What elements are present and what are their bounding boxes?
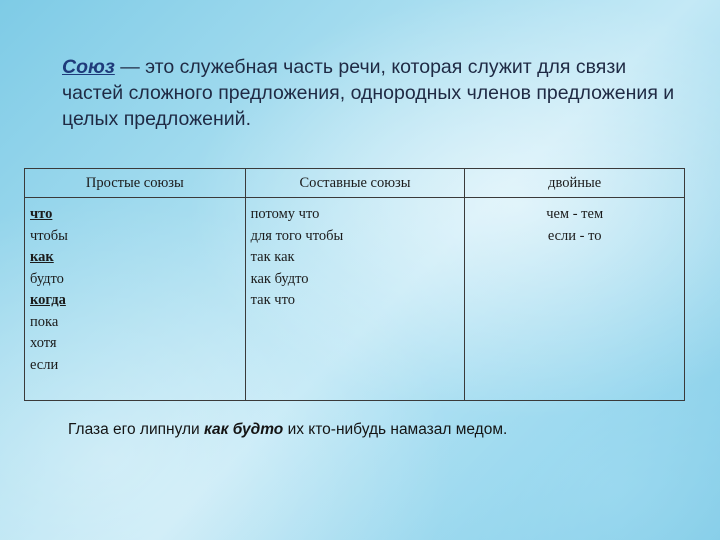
compound-conjunction: для того чтобы	[250, 227, 344, 244]
compound-conjunction: как будто	[250, 270, 309, 287]
table-header-row	[25, 169, 685, 198]
example-after: их кто-нибудь намазал медом.	[283, 421, 508, 438]
double-conjunctions-cell	[465, 198, 685, 401]
double-conjunction: чем - тем	[546, 206, 604, 222]
simple-conjunction: что	[30, 206, 53, 222]
example-sentence	[68, 421, 507, 439]
simple-conjunction: хотя	[30, 335, 57, 351]
definition-paragraph	[62, 54, 692, 132]
example-highlight: как будто	[203, 421, 284, 438]
simple-conjunction: когда	[30, 292, 66, 308]
header-double: двойные	[465, 169, 685, 198]
compound-conjunction: потому что	[250, 206, 320, 222]
conjunctions-table	[24, 168, 685, 401]
header-compound: Составные союзы	[245, 169, 465, 198]
simple-conjunction: будто	[30, 270, 64, 287]
simple-conjunction: пока	[30, 313, 59, 330]
definition-term: Союз	[62, 56, 115, 78]
simple-conjunction: если	[30, 356, 59, 373]
example-before: Глаза его липнули	[68, 421, 204, 438]
compound-conjunction: так как	[250, 249, 295, 265]
compound-conjunctions-cell	[245, 198, 465, 401]
double-conjunction: если - то	[547, 227, 602, 244]
compound-conjunction: так что	[250, 292, 295, 308]
table-row	[25, 198, 685, 401]
simple-conjunction: как	[30, 249, 54, 265]
header-simple: Простые союзы	[25, 169, 246, 198]
simple-conjunctions-cell	[25, 198, 246, 401]
simple-conjunction: чтобы	[30, 227, 68, 244]
definition-text: — это служебная часть речи, которая служит для связи частей сложного предложения, однородных членов предложения и целых предложений.	[62, 56, 675, 130]
